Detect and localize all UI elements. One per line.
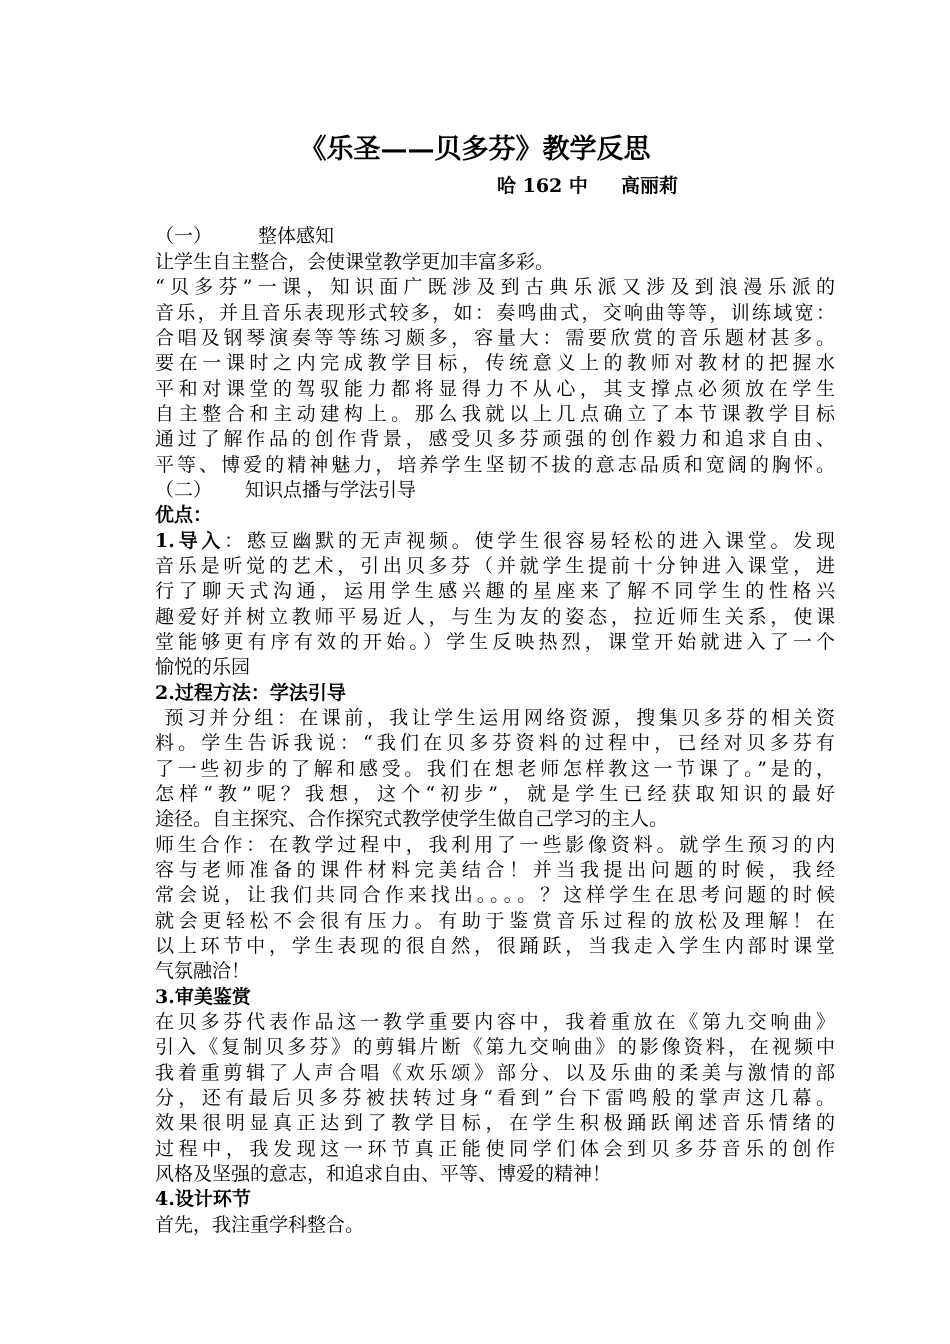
document-title: 《乐圣——贝多芬》教学反思 <box>299 134 651 165</box>
paragraph-line: 让学生自主整合，会使课堂教学更加丰富多彩。 <box>155 251 555 273</box>
paragraph-line: 平和对课堂的驾驭能力都将显得力不从心，其支撑点必须放在学生 <box>155 378 835 400</box>
paragraph-line: 气氛融洽！ <box>155 960 251 982</box>
section-title: 知识点播与学法引导 <box>245 479 417 501</box>
paragraph-line: 分，还有最后贝多芬被扶转过身“看到”台下雷鸣般的掌声这几幕。 <box>155 1087 835 1109</box>
paragraph-line: 音乐，并且音乐表现形式较多，如：奏鸣曲式，交响曲等等，训练域宽： <box>155 302 835 324</box>
paragraph-line: 容与老师准备的课件材料完美结合！并当我提出问题的时候，我经 <box>155 859 835 881</box>
paragraph-line: 行了聊天式沟通，运用学生感兴趣的星座来了解不同学生的性格兴 <box>155 580 835 602</box>
section-number: （一） <box>155 225 213 247</box>
paragraph-line: 途径。自主探究、合作探究式教学使学生做自己学习的主人。 <box>155 808 669 830</box>
section-heading-2 <box>155 477 835 503</box>
section-title: 整体感知 <box>258 225 335 247</box>
paragraph-line: 平等、博爱的精神魅力，培养学生坚韧不拔的意志品质和宽阔的胸怀。 <box>155 454 835 476</box>
paragraph-line <box>155 528 835 554</box>
paragraph-line: 愉悦的乐园 <box>155 656 251 678</box>
paragraph-line: 堂能够更有序有效的开始。）学生反映热烈，课堂开始就进入了一个 <box>155 631 835 653</box>
paragraph-line: 效果很明显真正达到了教学目标，在学生积极踊跃阐述音乐情绪的 <box>155 1112 835 1134</box>
paragraph-line: 要在一课时之内完成教学目标，传统意义上的教师对教材的把握水 <box>155 352 835 374</box>
paragraph-line: 通过了解作品的创作背景，感受贝多芬顽强的创作毅力和追求自由、 <box>155 428 835 450</box>
paragraph-line: 以上环节中，学生表现的很自然，很踊跃，当我走入学生内部时课堂 <box>155 935 835 957</box>
paragraph-line: 预习并分组：在课前，我让学生运用网络资源，搜集贝多芬的相关资 <box>155 707 835 729</box>
paragraph-line: 过程中，我发现这一环节真正能使同学们体会到贝多芬音乐的创作 <box>155 1138 835 1160</box>
paragraph-line: 就会更轻松不会很有压力。有助于鉴赏音乐过程的放松及理解！在 <box>155 910 835 932</box>
section-number: （二） <box>155 479 213 501</box>
item-label-design: 4.设计环节 <box>155 1188 251 1210</box>
paragraph-line: 常会说，让我们共同合作来找出。。。。？这样学生在思考问题的时候 <box>155 884 835 906</box>
paragraph-line: 首先，我注重学科整合。 <box>155 1214 365 1236</box>
section-heading-1 <box>155 223 835 249</box>
paragraph-line: 引入《复制贝多芬》的剪辑片断《第九交响曲》的影像资料，在视频中 <box>155 1036 835 1058</box>
paragraph-line: 在贝多芬代表作品这一教学重要内容中，我着重放在《第九交响曲》 <box>155 1011 835 1033</box>
paragraph-line: 了一些初步的了解和感受。我们在想老师怎样教这一节课了。”是的， <box>155 758 835 780</box>
paragraph-line: 趣爱好并树立教师平易近人，与生为友的姿态，拉近师生关系，使课 <box>155 606 835 628</box>
author-line: 哈 162 中 高丽莉 <box>497 175 678 197</box>
item-label-intro: 1.导入 <box>155 530 225 552</box>
paragraph-line: 自主整合和主动建构上。那么我就以上几点确立了本节课教学目标 <box>155 403 835 425</box>
paragraph-line: “贝多芬”一课，知识面广既涉及到古典乐派又涉及到浪漫乐派的 <box>155 276 835 298</box>
paragraph-line: 我着重剪辑了人声合唱《欢乐颂》部分、以及乐曲的柔美与激情的部 <box>155 1062 835 1084</box>
item-label-process: 2.过程方法：学法引导 <box>155 682 346 704</box>
paragraph-line: 师生合作：在教学过程中，我利用了一些影像资料。就学生预习的内 <box>155 834 835 856</box>
paragraph-line: 怎样“教”呢？我想，这个“初步”，就是学生已经获取知识的最好 <box>155 783 835 805</box>
paragraph-line: 音乐是听觉的艺术，引出贝多芬（并就学生提前十分钟进入课堂，进 <box>155 555 835 577</box>
item-label-aesthetic: 3.审美鉴赏 <box>155 986 251 1008</box>
item-text: ：憨豆幽默的无声视频。使学生很容易轻松的进入课堂。发现 <box>224 530 835 552</box>
paragraph-line: 风格及坚强的意志，和追求自由、平等、博爱的精神！ <box>155 1163 612 1185</box>
paragraph-line: 合唱及钢琴演奏等等练习颇多，容量大：需要欣赏的音乐题材甚多。 <box>155 327 835 349</box>
paragraph-line: 料。学生告诉我说：“我们在贝多芬资料的过程中，已经对贝多芬有 <box>155 732 835 754</box>
advantages-label: 优点： <box>155 504 213 526</box>
